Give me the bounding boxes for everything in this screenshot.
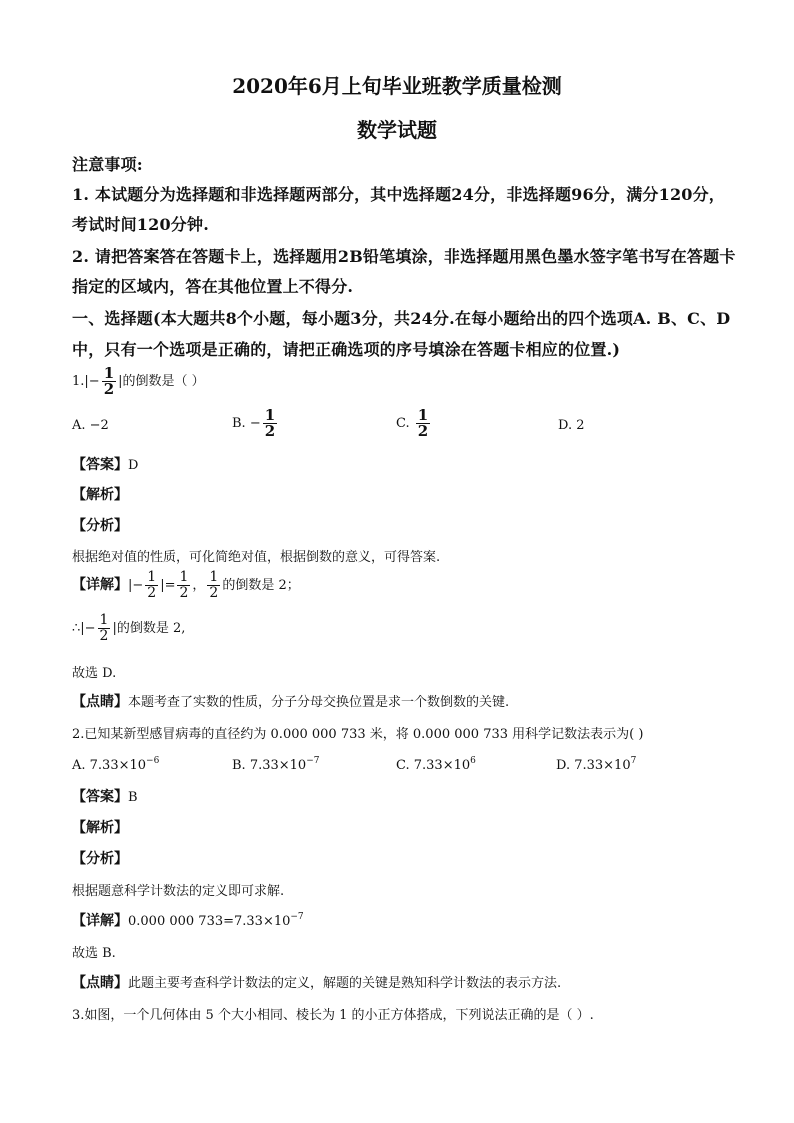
q1-option-b-den: 2	[264, 422, 276, 440]
notes-item2-line2: 指定的区域内，答在其他位置上不得分.	[72, 277, 354, 296]
q1-therefore-part1: ∴|−	[72, 621, 96, 636]
q2-option-a-base: A. 7.33×10	[72, 758, 147, 773]
q1-therefore-part2: |的倒数是 2,	[112, 621, 186, 636]
q1-detail-part2: |=	[160, 578, 176, 593]
q2-option-a-exp: −6	[146, 756, 160, 766]
q1-detail-tag: 【详解】	[72, 577, 128, 593]
q1-answer	[72, 454, 734, 474]
q2-option-b	[232, 756, 319, 773]
notes-item2-line1: 2. 请把答案答在答题卡上，选择题用2B铅笔填涂，非选择题用黑色墨水签字笔书写在答题卡	[72, 247, 736, 266]
q1-stem-frac-num: 1	[103, 364, 115, 382]
q2-stem: 2.已知某新型感冒病毒的直径约为 0.000 000 733 米，将 0.000 000 733 用科学记数法表示为( )	[72, 727, 644, 742]
q1-option-b	[232, 408, 279, 439]
q2-option-a	[72, 756, 159, 773]
q1-comment-tag: 【点睛】	[72, 694, 128, 710]
q1-detail-part4: 的倒数是 2；	[222, 578, 300, 593]
q1-fenxi-tag: 【分析】	[72, 518, 128, 534]
q2-comment	[72, 972, 734, 992]
q1-option-a: A. −2	[72, 418, 109, 433]
q2-answer-value: B	[128, 790, 138, 805]
q2-detail-base: 0.000 000 733=7.33×10	[128, 914, 291, 929]
q1-analysis-tag: 【解析】	[72, 487, 128, 503]
notes-item1-line2: 考试时间120分钟.	[72, 215, 209, 234]
q1-option-b-fraction	[263, 408, 277, 439]
q1-option-b-prefix: B. −	[232, 416, 261, 431]
q1-detail-frac1-den: 2	[147, 585, 157, 601]
q1-therefore	[72, 613, 734, 644]
q1-option-b-num: 1	[264, 406, 276, 424]
q2-detail-tag: 【详解】	[72, 913, 128, 929]
q2-option-d	[556, 756, 636, 773]
q2-answer	[72, 786, 734, 806]
q2-fenxi-tag: 【分析】	[72, 851, 128, 867]
q1-detail	[72, 570, 734, 601]
q2-option-c-exp: 6	[470, 756, 476, 766]
q1-detail-frac2	[177, 570, 190, 601]
section1-heading-line1: 一、选择题(本大题共8个小题，每小题3分，共24分.在每小题给出的四个选项A. B、C、D	[72, 309, 731, 328]
q1-stem	[72, 366, 734, 397]
q2-detail-exp: −7	[290, 912, 304, 922]
q2-analysis-tag: 【解析】	[72, 820, 128, 836]
q1-option-c-num: 1	[417, 406, 429, 424]
q2-option-b-base: B. 7.33×10	[232, 758, 307, 773]
notes-heading: 注意事项:	[72, 155, 143, 174]
q2-option-c-base: C. 7.33×10	[396, 758, 471, 773]
q1-stem-prefix: 1.|−	[72, 374, 100, 389]
q1-detail-part1: |−	[128, 578, 144, 593]
q1-detail-frac2-num: 1	[179, 569, 189, 585]
q1-detail-part3: ，	[192, 578, 206, 593]
q2-answer-tag: 【答案】	[72, 789, 128, 805]
q1-stem-suffix: |的倒数是（ ）	[118, 374, 205, 389]
q1-therefore-num: 1	[99, 612, 109, 628]
section1-heading-line2: 中，只有一个选项是正确的，请把正确选项的序号填涂在答题卡相应的位置.)	[72, 340, 621, 359]
q1-detail-frac3	[207, 570, 220, 601]
q1-detail-frac3-den: 2	[209, 585, 219, 601]
page-title: 2020年6月上旬毕业班教学质量检测	[232, 74, 562, 98]
q1-answer-value: D	[128, 458, 139, 473]
q1-answer-tag: 【答案】	[72, 457, 128, 473]
q1-option-c	[396, 408, 432, 439]
q2-fenxi-text: 根据题意科学计数法的定义即可求解.	[72, 884, 285, 899]
q1-comment	[72, 691, 734, 711]
q2-option-d-base: D. 7.33×10	[556, 758, 631, 773]
q1-detail-frac1	[145, 570, 158, 601]
q1-comment-text: 本题考查了实数的性质，分子分母交换位置是求一个数倒数的关键.	[128, 695, 510, 710]
q1-option-d: D. 2	[558, 418, 585, 433]
q1-detail-frac2-den: 2	[179, 585, 189, 601]
q1-detail-frac1-num: 1	[147, 569, 157, 585]
q1-detail-frac3-num: 1	[209, 569, 219, 585]
q1-choose: 故选 D.	[72, 666, 117, 681]
q1-option-c-prefix: C.	[396, 416, 410, 431]
q2-comment-tag: 【点睛】	[72, 975, 128, 991]
q2-option-d-exp: 7	[630, 756, 637, 766]
q2-choose: 故选 B.	[72, 946, 116, 961]
q2-option-b-exp: −7	[306, 756, 320, 766]
q1-stem-frac-den: 2	[103, 380, 115, 398]
q1-therefore-frac	[98, 613, 111, 644]
q3-stem: 3.如图，一个几何体由 5 个大小相同、棱长为 1 的小正方体搭成，下列说法正确的是（ ）.	[72, 1008, 594, 1023]
notes-item1-line1: 1. 本试题分为选择题和非选择题两部分，其中选择题24分，非选择题96分，满分120分，	[72, 185, 726, 204]
page-subtitle: 数学试题	[357, 118, 437, 142]
q2-option-c	[396, 756, 476, 773]
q2-detail	[72, 910, 734, 930]
q2-comment-text: 此题主要考查科学计数法的定义，解题的关键是熟知科学计数法的表示方法.	[128, 976, 562, 991]
q1-option-c-den: 2	[417, 422, 429, 440]
q1-stem-fraction	[102, 366, 116, 397]
q1-fenxi-text: 根据绝对值的性质，可化简绝对值，根据倒数的意义，可得答案.	[72, 550, 441, 565]
q1-therefore-den: 2	[99, 628, 109, 644]
q1-option-c-fraction	[416, 408, 430, 439]
